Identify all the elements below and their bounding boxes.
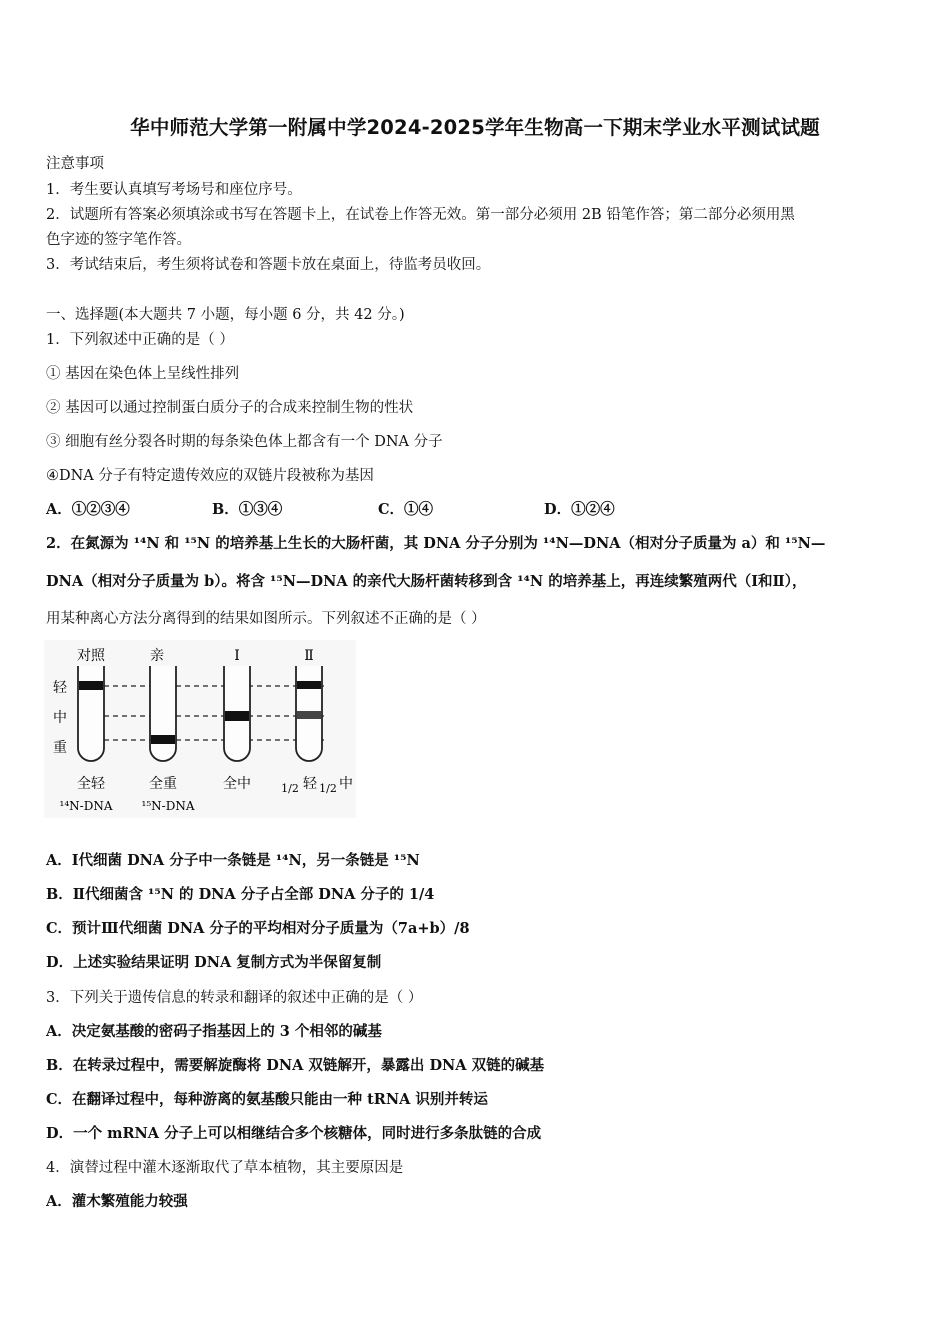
option-d[interactable]: D．①②④ xyxy=(544,501,615,518)
page-title: 华中师范大学第一附属中学2024-2025学年生物高一下期末学业水平测试试题 xyxy=(130,116,820,139)
question-2-stem-line: 2．在氮源为 ¹⁴N 和 ¹⁵N 的培养基上生长的大肠杆菌，其 DNA 分子分别为 ¹⁴N—DNA（相对分子质量为 a）和 ¹⁵N— xyxy=(46,535,826,552)
question-1-stem: 1．下列叙述中正确的是（ ） xyxy=(46,332,234,348)
question-2-stem-line: DNA（相对分子质量为 b）。将含 ¹⁵N—DNA 的亲代大肠杆菌转移到含 ¹⁴N 的培养基上，再连续繁殖两代（Ⅰ和Ⅱ）， xyxy=(46,573,807,590)
question-1-options xyxy=(46,498,615,519)
option-b[interactable]: B．在转录过程中，需要解旋酶将 DNA 双链解开，暴露出 DNA 双链的碱基 xyxy=(46,1057,545,1074)
question-3-stem: 3．下列关于遗传信息的转录和翻译的叙述中正确的是（ ） xyxy=(46,990,423,1006)
option-a[interactable]: A．决定氨基酸的密码子指基因上的 3 个相邻的碱基 xyxy=(46,1023,382,1040)
notice-item: 色字迹的签字笔作答。 xyxy=(46,232,191,248)
bottom-label-all-heavy: 全重 xyxy=(149,776,177,792)
fraction-half-middle: 1/2 xyxy=(319,782,337,795)
option-a[interactable]: A．①②③④ xyxy=(46,501,130,518)
bottom-label-all-middle: 全中 xyxy=(223,776,251,792)
sub-label-14n-dna: ¹⁴N-DNA xyxy=(59,799,113,813)
tube-control xyxy=(78,666,104,761)
sub-label-15n-dna: ¹⁵N-DNA xyxy=(141,799,195,813)
statement-3: ③ 细胞有丝分裂各时期的每条染色体上都含有一个 DNA 分子 xyxy=(46,434,443,450)
option-c[interactable]: C．在翻译过程中，每种游离的氨基酸只能由一种 tRNA 识别并转运 xyxy=(46,1091,488,1108)
notice-item: 3．考试结束后，考生须将试卷和答题卡放在桌面上，待监考员收回。 xyxy=(46,257,491,273)
option-b[interactable]: B．Ⅱ代细菌含 ¹⁵N 的 DNA 分子占全部 DNA 分子的 1/4 xyxy=(46,886,435,903)
notice-heading: 注意事项 xyxy=(46,156,104,172)
statement-2: ② 基因可以通过控制蛋白质分子的合成来控制生物的性状 xyxy=(46,400,414,416)
tube-label-parent: 亲 xyxy=(150,648,164,664)
option-d[interactable]: D．一个 mRNA 分子上可以相继结合多个核糖体，同时进行多条肽链的合成 xyxy=(46,1125,542,1142)
tube-label-control: 对照 xyxy=(77,648,105,664)
notice-item: 1．考生要认真填写考场号和座位序号。 xyxy=(46,182,302,198)
row-label-heavy: 重 xyxy=(53,740,67,756)
tube-label-gen2: Ⅱ xyxy=(304,648,314,664)
band-control-light xyxy=(79,681,103,690)
question-2-stem-line: 用某种离心方法分离得到的结果如图所示。下列叙述不正确的是（ ） xyxy=(46,611,486,627)
option-d[interactable]: D．上述实验结果证明 DNA 复制方式为半保留复制 xyxy=(46,954,382,971)
band-gen1-middle xyxy=(225,711,249,721)
option-a[interactable]: A．Ⅰ代细菌 DNA 分子中一条链是 ¹⁴N，另一条链是 ¹⁵N xyxy=(46,852,420,869)
option-c[interactable]: C．预计Ⅲ代细菌 DNA 分子的平均相对分子质量为（7a+b）/8 xyxy=(46,920,470,937)
option-c[interactable]: C．①④ xyxy=(378,501,434,518)
row-label-middle: 中 xyxy=(53,710,67,726)
statement-4: ④DNA 分子有特定遗传效应的双链片段被称为基因 xyxy=(46,468,374,484)
tube-parent xyxy=(150,666,176,761)
band-gen2-light xyxy=(297,681,321,689)
question-4-stem: 4．演替过程中灌木逐渐取代了草本植物，其主要原因是 xyxy=(46,1160,404,1176)
band-parent-heavy xyxy=(151,735,175,744)
fraction-half-light: 1/2 xyxy=(281,782,299,795)
section-heading: 一、选择题(本大题共 7 小题，每小题 6 分，共 42 分。) xyxy=(46,307,405,323)
centrifuge-figure xyxy=(44,640,356,818)
option-b[interactable]: B．①③④ xyxy=(212,501,283,518)
row-label-light: 轻 xyxy=(53,680,67,696)
tube-label-gen1: Ⅰ xyxy=(234,648,240,664)
band-gen2-middle xyxy=(297,711,321,719)
notice-item: 2．试题所有答案必须填涂或书写在答题卡上，在试卷上作答无效。第一部分必须用 2B 铅笔作答；第二部分必须用黑 xyxy=(46,207,795,223)
label-light-word: 轻 xyxy=(303,776,317,792)
bottom-label-all-light: 全轻 xyxy=(77,776,105,792)
option-a[interactable]: A．灌木繁殖能力较强 xyxy=(46,1193,188,1210)
statement-1: ① 基因在染色体上呈线性排列 xyxy=(46,366,240,382)
label-middle-word: 中 xyxy=(339,776,353,792)
